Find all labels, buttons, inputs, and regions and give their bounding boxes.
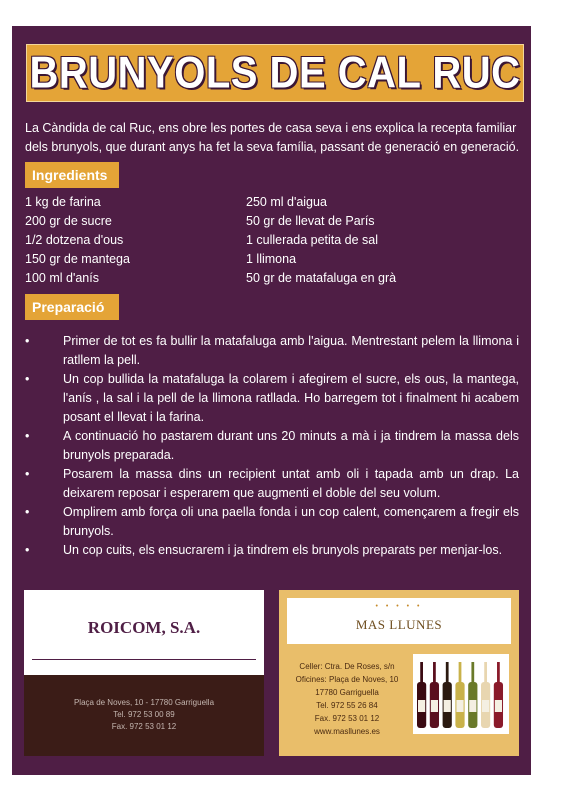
step-text: Primer de tot es fa bullir la matafaluga amb l'aigua. Mentrestant pelem la llimona i ratllem la pell. (63, 334, 519, 367)
masllunes-line: Oficines: Plaça de Noves, 10 (295, 675, 399, 684)
wine-bottle-icon (455, 662, 464, 728)
bullet-icon: • (25, 505, 30, 519)
ingredient-item: 50 gr de llevat de París (246, 214, 375, 228)
ingredients-list-left (25, 193, 130, 288)
step-text: Un cop cuits, els ensucrarem i ja tindrem els brunyols preparats per menjar-los. (63, 543, 503, 557)
wine-bottles-icon (413, 654, 509, 734)
wine-bottles-image (413, 654, 509, 734)
masllunes-contact (283, 660, 411, 738)
ingredients-heading: Ingredients (25, 162, 119, 188)
wine-bottle-icon (417, 662, 426, 728)
roicom-tel: Tel. 972 53 00 89 (113, 710, 175, 719)
bullet-icon: • (25, 429, 30, 443)
step-text: Omplirem amb força oli una paella fonda i un cop calent, començarem a fregir els brunyols. (63, 505, 519, 538)
masllunes-line: Tel. 972 55 26 84 (316, 701, 378, 710)
roicom-ad (24, 590, 264, 756)
roicom-name: ROICOM, S.A. (87, 618, 201, 637)
ingredient-item: 250 ml d'aigua (246, 195, 327, 209)
wine-bottle-icon (468, 662, 477, 728)
step-item (25, 465, 519, 503)
logo-dots-icon: • • • • • (375, 603, 423, 610)
step-item (25, 370, 519, 427)
ingredients-list-right (246, 193, 396, 288)
page-title: BRUNYOLS DE CAL RUC (29, 47, 521, 98)
ingredient-item: 1/2 dotzena d'ous (25, 233, 124, 247)
step-text: Posarem la massa dins un recipient untat amb oli i tapada amb un drap. La deixarem reposar i esperarem que augmenti el doble del seu volum. (63, 467, 519, 500)
ingredient-item: 1 llimona (246, 252, 297, 266)
step-text: A continuació ho pastarem durant uns 20 minuts a mà i ja tindrem la massa dels brunyols preparada. (63, 429, 519, 462)
wine-bottle-icon (481, 662, 490, 728)
bullet-icon: • (25, 372, 30, 386)
masllunes-logo (287, 598, 511, 644)
step-item (25, 427, 519, 465)
ingredient-item: 50 gr de matafaluga en grà (246, 271, 397, 285)
bullet-icon: • (25, 543, 30, 557)
ingredient-item: 150 gr de mantega (25, 252, 130, 266)
masllunes-line: Fax. 972 53 01 12 (314, 714, 380, 723)
masllunes-line: www.masllunes.es (314, 727, 380, 736)
bullet-icon: • (25, 467, 30, 481)
roicom-fax: Fax. 972 53 01 12 (111, 722, 177, 731)
title-banner (26, 44, 524, 102)
masllunes-line: Celler: Ctra. De Roses, s/n (299, 662, 395, 671)
wine-bottle-icon (494, 662, 503, 728)
intro-text: La Càndida de cal Ruc, ens obre les portes de casa seva i ens explica la recepta familiar dels brunyols, que durant anys ha fet la seva família, passant de generació en generació. (25, 121, 520, 154)
wine-bottle-icon (443, 662, 452, 728)
ingredient-item: 1 cullerada petita de sal (246, 233, 379, 247)
roicom-address: Plaça de Noves, 10 - 17780 Garriguella (73, 698, 215, 707)
ingredient-item: 200 gr de sucre (25, 214, 112, 228)
divider (32, 659, 256, 660)
preparacio-heading: Preparació (25, 294, 119, 320)
ingredient-item: 100 ml d'anís (25, 271, 99, 285)
masllunes-logo-text: MAS LLUNES (355, 617, 443, 632)
masllunes-ad (279, 590, 519, 756)
step-item (25, 332, 519, 370)
step-item (25, 503, 519, 541)
preparation-steps (25, 332, 519, 560)
ingredient-item: 1 kg de farina (25, 195, 101, 209)
step-item (25, 541, 519, 560)
wine-bottle-icon (430, 662, 439, 728)
bullet-icon: • (25, 334, 30, 348)
masllunes-line: 17780 Garriguella (315, 688, 379, 697)
roicom-contact (24, 675, 264, 756)
step-text: Un cop bullida la matafaluga la colarem i afegirem el sucre, els ous, la mantega, l'anís , la sal i la pell de la llimona ratllada. Ho barregem tot i finalment hi acabem posant el llevat i la farina. (63, 372, 519, 424)
